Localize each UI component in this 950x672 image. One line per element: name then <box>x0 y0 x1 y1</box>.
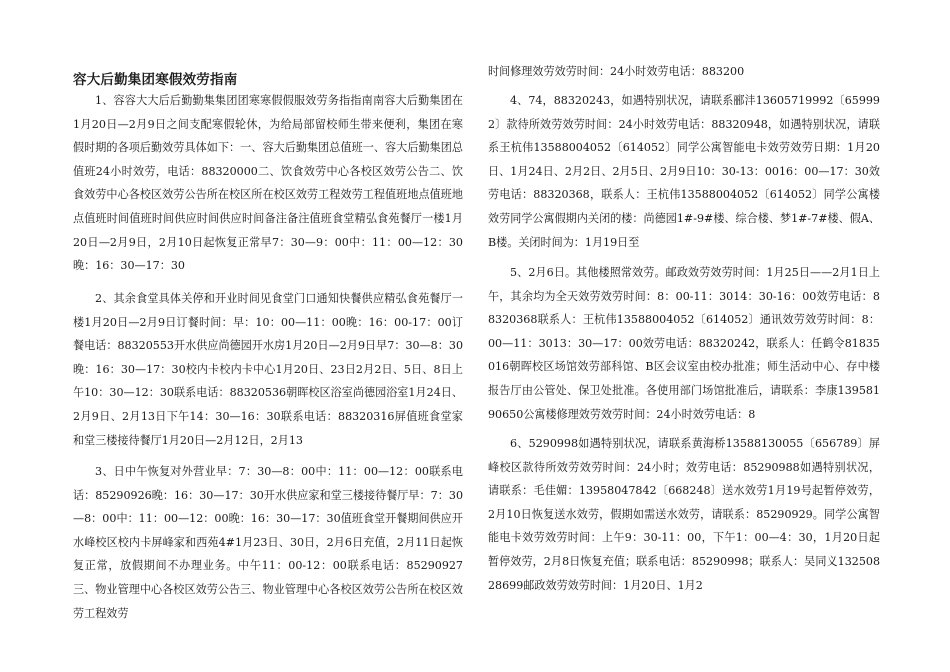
paragraph-3: 3、日中午恢复对外营业早：7：30—8：00中：11：00—12：00联系电话：85290926晚：16：30—17：30开水供应家和堂三楼接待餐厅早：7：30—8：00中：11：00—12：00晚：16：30—17：30值班食堂开餐期间供应开水峰校区校内卡屏峰家和西苑4#1月23日、30日，2月6日充值，2月11日起恢复正常，放假期间不办理业务。中午11：00-12：00联系电话：85290927三、物业管理中心各校区效劳公告三、物业管理中心各校区效劳公告所在校区效劳工程效劳 <box>73 465 463 620</box>
document-title: 容大后勤集团寒假效劳指南 <box>73 72 238 88</box>
paragraph-6: 6、5290998如遇特别状况，请联系黄海桥13588130055〔656789〕屏峰校区款待所效劳效劳时间：24小时；效劳电话：85290988如遇特别状况，请联系：毛佳媚：13958047842〔668248〕送水效劳1月19号起暂停效劳，2月10日恢复送水效劳，假期如需送水效劳，请联系：85290929。同学公寓智能电卡效劳效劳时间：上午9：30-11：00，下午1：00—4：30，1月20日起暂停效劳，2月8日恢复充值；联系电话：85290998；联系人：吴同义13250828699邮政效劳效劳时间：1月20日、1月2 <box>488 437 880 592</box>
paragraph-1: 1、容容大大后后勤勤集集团团寒寒假假服效劳务指指南南容大后勤集团在1月20日—2月9日之间支配寒假轮休，为给局部留校师生带来便利，集团在寒假时期的各项后勤效劳具体如下：一、容大后勤集团总值班一、容大后勤集团总值班24小时效劳，电话：88320000二、饮食效劳中心各校区效劳公告二、饮食效劳中心各校区效劳公告所在校区所在校区效劳工程效劳工程值班地点值班地点值班时间值班时间供应时间供应时间备注备注值班食堂精弘食苑餐厅一楼1月20日—2月9日，2月10日起恢复正常早7：30—9：00中：11：00—12：30晚：16：30—17：30 <box>73 94 463 273</box>
paragraph-5: 5、2月6日。其他楼照常效劳。邮政效劳效劳时间：1月25日——2月1日上午，其余均为全天效劳效劳时间：8：00-11：3014：30-16：00效劳电话：88320368联系人：王杭伟13588004052〔614052〕通讯效劳效劳时间：8：00—11：3013：30—17：00效劳电话：88320242，联系人：任鹤令81835016朝晖校区场馆效劳部科馆、B区会议室由校办批准；师生活动中心、存中楼报告厅由公管处、保卫处批准。各使用部门场馆批准后，请联系：李康13958190650公寓楼修理效劳效劳时间：24小时效劳电话：8 <box>488 266 880 421</box>
paragraph-4: 4、74，88320243，如遇特别状况，请联系郦沣13605719992〔659992〕款待所效劳效劳时间：24小时效劳电话：88320948，如遇特别状况，请联系王杭伟13588004052〔614052〕同学公寓智能电卡效劳效劳日期：1月20日、1月24日、2月2日、2月5日、2月9日10：30-13：0016：00—17：30效劳电话：88320368，联系人：王杭伟13588004052〔614052〕同学公寓楼效劳同学公寓假期内关闭的楼：尚德园1#-9#楼、综合楼、梦1#-7#楼、假A、B楼。关闭时间为：1月19日至 <box>488 94 880 249</box>
paragraph-continuation: 时间修理效劳效劳时间：24小时效劳电话：883200 <box>488 65 745 78</box>
paragraph-2: 2、其余食堂具体关停和开业时间见食堂门口通知快餐供应精弘食苑餐厅一楼1月20日—2月9日订餐时间：早：10：00—11：00晚：16：00-17：00订餐电话：88320553开水供应尚德园开水房1月20日—2月9日早7：30—8：30晚：16：30—17：30校内卡校内卡中心1月20日、23日2月2日、5日、8日上午10：30—12：30联系电话：88320536朝晖校区浴室尚德园浴室1月24日、2月9日、2月13日下午14：30—16：30联系电话：88320316屏值班食堂家和堂三楼接待餐厅1月20日—2月12日，2月13 <box>73 292 463 447</box>
